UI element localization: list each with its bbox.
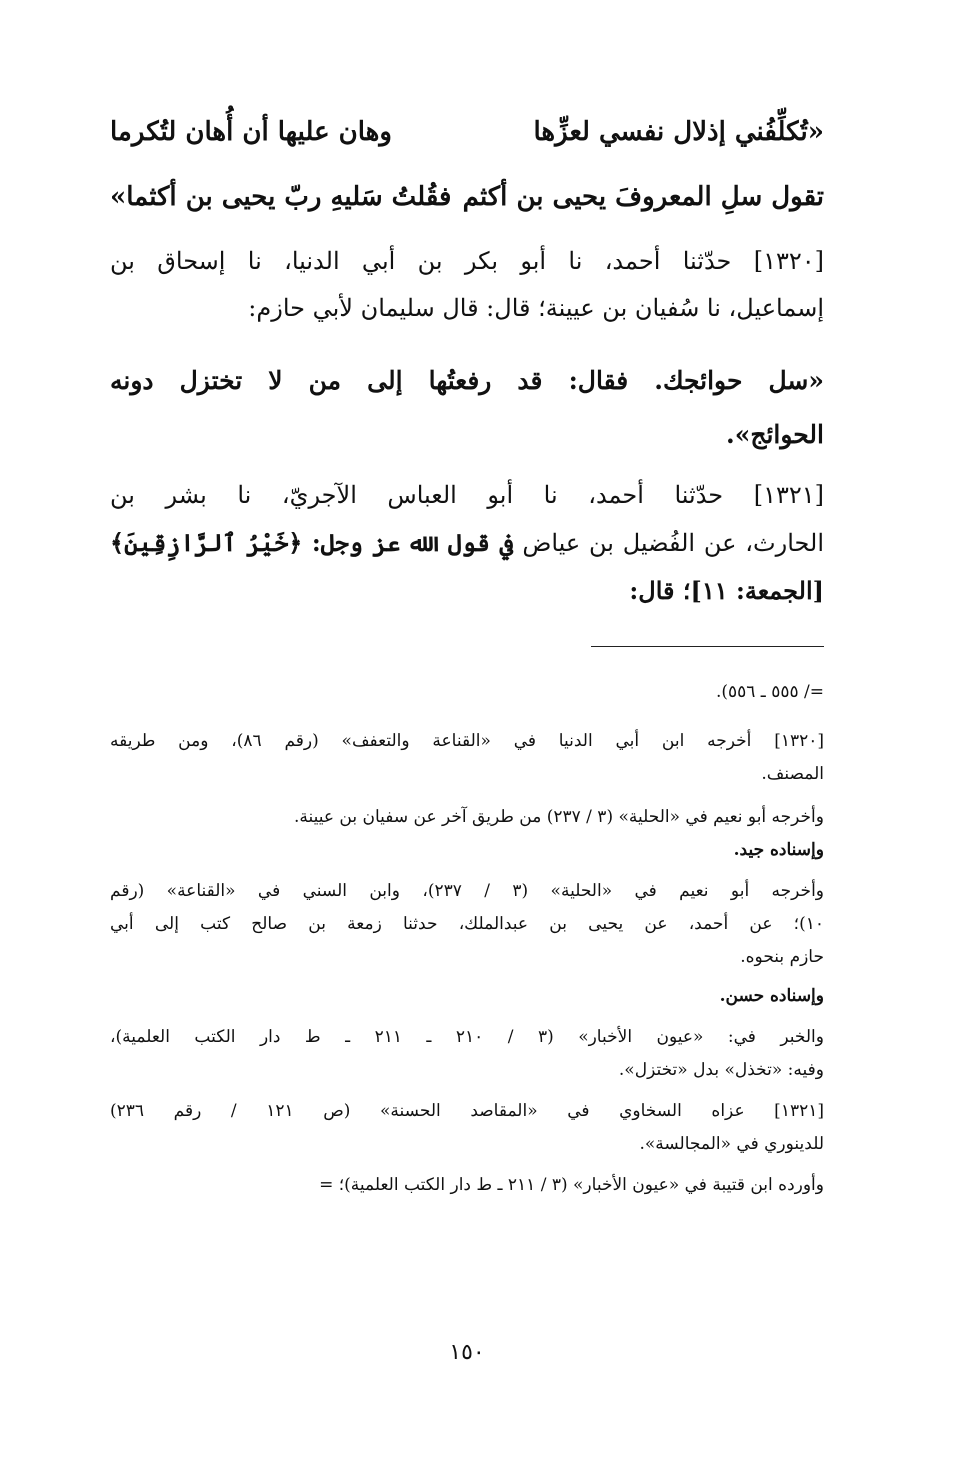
narration-1321-line: [١٣٢١] حدّثنا أحمد، نا أبو العباس الآجريّ، نا بشر بن xyxy=(110,481,824,509)
quote-1320-line: الحوائج». xyxy=(726,420,824,449)
narration-1321 xyxy=(110,472,824,614)
footnote-line: والخبر في: «عيون الأخبار» (٣ / ٢١٠ ـ ٢١١ ـ ط دار الكتب العلمية)، xyxy=(110,1027,824,1047)
verse-1-first-hemistich: «تُكلِّفُني إذلال نفسي لعزِّها xyxy=(533,117,824,147)
footnote-line: =/ ٥٥٥ ـ ٥٥٦). xyxy=(715,682,824,702)
footnote-line: وفيه: «تخذل» بدل «تختزل». xyxy=(618,1060,824,1080)
footnote xyxy=(110,1169,824,1202)
footnote xyxy=(110,801,824,834)
narration-1320-line: إسماعيل، نا سُفيان بن عيينة؛ قال: قال سليمان لأبي حازم: xyxy=(248,294,824,322)
narration-1321-line xyxy=(110,519,824,567)
footnote xyxy=(110,1095,824,1161)
footnote-line: وإسناده جيد. xyxy=(733,840,824,860)
quran-citation: في قول الله عز وجل: ﴿خَيْرُ ٱلرَّازِقِينَ﴾ xyxy=(110,528,514,557)
footnote-line: للدينوري في «المجالسة». xyxy=(639,1134,824,1154)
footnote-line: وأورده ابن قتيبة في «عيون الأخبار» (٣ / ٢١١ ـ ط دار الكتب العلمية)؛ = xyxy=(319,1175,824,1195)
page-number: ١٥٠ xyxy=(449,1340,485,1365)
footnote-line: ١٠)؛ عن أحمد، عن يحيى بن عبدالملك، حدثنا زمعة بن صالح كتب إلى أبي xyxy=(110,914,824,934)
verse-1-second-hemistich: وهان عليها أن أُهان لتُكرما xyxy=(110,117,392,147)
footnote-line: وأخرجه أبو نعيم في «الحلية» (٣ / ٢٣٧)، وابن السني في «القناعة» (رقم xyxy=(110,881,824,901)
footnote-line: [١٣٢٠] أخرجه ابن أبي الدنيا في «القناعة والتعفف» (رقم ٨٦)، ومن طريقه xyxy=(110,731,824,751)
footnote xyxy=(110,725,824,791)
verse-2-first-hemistich: تقول سلِ المعروفَ يحيى بن أكثم xyxy=(462,182,824,212)
footnote-separator xyxy=(591,646,824,647)
footnote xyxy=(110,980,824,1013)
quote-1320 xyxy=(110,354,824,462)
narration-1321-text: الحارث، عن الفُضيل بن عياض xyxy=(513,529,825,557)
verse-line-1 xyxy=(110,112,824,152)
surah-reference: [الجمعة: ١١]؛ قال: xyxy=(629,576,824,605)
narration-1320 xyxy=(110,238,824,332)
footnote-line: وأخرجه أبو نعيم في «الحلية» (٣ / ٢٣٧) من طريق آخر عن سفيان بن عيينة. xyxy=(293,807,824,827)
footnote-line: حازم بنحوه. xyxy=(740,947,824,967)
footnote-line: [١٣٢١] عزاه السخاوي في «المقاصد الحسنة» (ص ١٢١ / رقم ٢٣٦) xyxy=(110,1101,824,1121)
footnote-line: وإسناده حسن. xyxy=(719,986,824,1006)
book-page xyxy=(110,0,824,1480)
footnote xyxy=(110,834,824,867)
footnote xyxy=(110,676,824,709)
verse-line-2 xyxy=(110,177,824,217)
footnotes xyxy=(110,676,824,1202)
narration-1320-line: [١٣٢٠] حدّثنا أحمد، نا أبو بكر بن أبي الدنيا، نا إسحاق بن xyxy=(110,247,824,275)
footnote xyxy=(110,875,824,974)
quote-1320-line: «سل حوائجك. فقال: قد رفعتُها إلى من لا تختزل دونه xyxy=(110,366,824,395)
verse-2-second-hemistich: فقُلتُ سَليهِ ربّ يحيى بن أكثما» xyxy=(110,182,452,212)
footnote-line: المصنف. xyxy=(761,764,824,784)
footnote xyxy=(110,1021,824,1087)
